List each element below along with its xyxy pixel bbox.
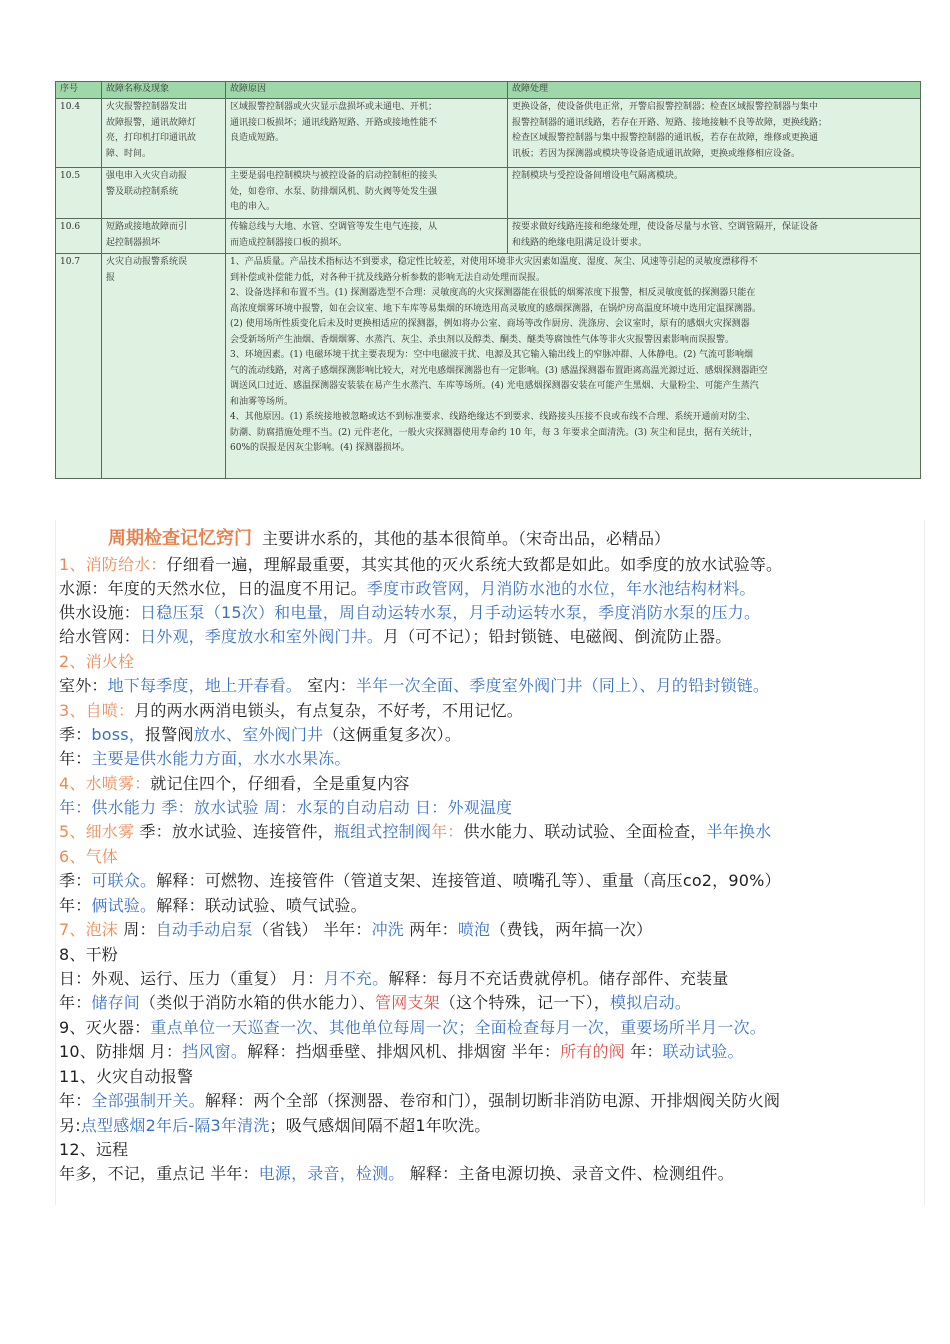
memo-segment: 解释：两个全部（探测器、卷帘和门），强制切断非消防电源、开排烟阀关防火阀 xyxy=(204,1091,781,1110)
memo-segment: 主要是供水能力方面，水水水果冻。 xyxy=(91,749,351,768)
memo-segment: 所有的阀 xyxy=(560,1042,625,1061)
cell-handling-line: 讯板；若因为探测器或模块等设备造成通讯故障，更换或维修相应设备。 xyxy=(512,148,801,159)
memo-segment: 电源，录音，检测。 xyxy=(258,1164,405,1183)
memo-segment: 4、水喷雾： xyxy=(59,774,151,793)
memo-segment: 月（可不记）；铅封锁链、电磁阀、倒流防止器。 xyxy=(383,627,732,646)
memo-segment: 年： xyxy=(59,1091,92,1110)
memo-segment: 周： xyxy=(117,920,156,939)
memo-line xyxy=(59,554,782,576)
memo-segment: 室外： xyxy=(59,676,108,695)
memo-segment: 报警阀 xyxy=(145,725,194,744)
memo-line xyxy=(59,578,756,600)
memo-line xyxy=(59,651,134,673)
cell-name-line: 亮，打印机打印通讯故 xyxy=(106,133,197,143)
memo-segment: 季：放水试验、连接管件， xyxy=(134,822,334,841)
memo-segment: 全部强制开关。 xyxy=(91,1091,205,1110)
memo-segment: 半年换水 xyxy=(706,822,772,841)
cell-name xyxy=(102,219,226,254)
memo-segment: 两年： xyxy=(403,920,458,939)
memo-segment: 9、灭火器： xyxy=(59,1018,151,1037)
memo-line xyxy=(59,944,118,966)
memo-line xyxy=(59,797,512,819)
cell-cause-line: 通讯接口板损坏；通讯线路短路、开路或接地性能不 xyxy=(230,117,438,128)
cell-handling xyxy=(508,99,921,168)
memo-segment: 给水管网： xyxy=(59,627,141,646)
memo-segment: 放水、室外阀门井 xyxy=(193,725,324,744)
memo-segment: （费钱，两年搞一次） xyxy=(490,920,653,939)
memo-segment: 3、自喷： xyxy=(59,701,135,720)
cell-handling-line: 检查区域报警控制器与集中报警控制器的通讯板，若存在故障，维修或更换通 xyxy=(512,133,819,143)
memo-line xyxy=(59,773,410,795)
memo-segment: （类似于消防水箱的供水能力）、 xyxy=(140,993,376,1012)
memo-segment: 12、远程 xyxy=(59,1140,129,1159)
memo-segment: 8、干粉 xyxy=(59,945,118,964)
memo-segment: 点型感烟2年后-隔3年清洗 xyxy=(80,1116,270,1135)
memo-title: 周期检查记忆窍门 xyxy=(108,528,252,549)
memo-line xyxy=(59,1139,128,1161)
cell-cause-handling-line: 到补偿或补偿能力低，对各种干扰及线路分析参数的影响无法自动处理而误报。 xyxy=(230,272,546,283)
memo-line xyxy=(59,626,731,648)
memo-segment: 俩试验。 xyxy=(91,896,157,915)
memo-segment: 季度市政管网，月消防水池的水位，年水池结构材料。 xyxy=(366,579,756,598)
cell-name-line: 障、时间。 xyxy=(106,148,152,159)
cell-cause xyxy=(226,168,508,219)
cell-handling-line: 报警控制器的通讯线路，若存在开路、短路、接地接触不良等故障，更换线路； xyxy=(512,117,828,128)
cell-name xyxy=(102,254,226,479)
memo-line xyxy=(59,1017,766,1039)
cell-id: 10.4 xyxy=(56,99,102,168)
cell-name-line: 强电串入火灾自动报 xyxy=(106,171,188,181)
header-cause: 故障原因 xyxy=(226,82,508,99)
memo-segment: 另: xyxy=(59,1116,81,1135)
cell-cause-handling xyxy=(226,254,921,479)
cell-cause-handling-line: 60%的误报是因灰尘影响。(4) 探测器损坏。 xyxy=(230,443,410,453)
memo-segment: 日：外观、运行、压力（重复） 月： xyxy=(59,969,324,988)
memo-segment: 半年一次全面、季度室外阀门井（同上）、月的铅封锁链。 xyxy=(355,676,770,695)
cell-cause-handling-line: 和油雾等场所。 xyxy=(230,396,294,407)
cell-cause-handling-line: (2) 使用场所性质变化后未及时更换相适应的探测器，例如将办公室、商场等改作厨房、洗涤房、会议室时，原有的感烟火灾探测器 xyxy=(230,319,750,329)
memo-line xyxy=(59,1066,193,1088)
memo-line xyxy=(59,748,351,770)
memo-segment: 年： xyxy=(59,896,92,915)
memo-segment: 日稳压泵（15次）和电量，周自动运转水泵，月手动运转水泵，季度消防水泵的压力。 xyxy=(140,603,761,622)
memo-segment: 日外观，季度放水和室外阀门井。 xyxy=(140,627,384,646)
table-row xyxy=(56,254,921,479)
memo-line xyxy=(59,919,652,941)
memo-segment: 2、消火栓 xyxy=(59,652,135,671)
memo-line xyxy=(59,1090,780,1112)
memo-line xyxy=(59,870,781,892)
cell-cause-handling-line: 4、其他原因。(1) 系统接地被忽略或达不到标准要求、线路绝缘达不到要求、线路接头压接不良或布线不合理、系统开通前对防尘、 xyxy=(230,412,756,422)
memo-segment: 5、细水雾 xyxy=(59,822,135,841)
memo-segment: ；吸气感烟间隔不超1年吹洗。 xyxy=(269,1116,491,1135)
cell-cause-line: 电的串入。 xyxy=(230,202,276,212)
memo-line xyxy=(59,968,729,990)
cell-name-line: 报 xyxy=(106,272,116,283)
memo-segment: 水源：年度的天然水位，日的温度不用记。 xyxy=(59,579,367,598)
header-id: 序号 xyxy=(56,82,102,99)
memo-segment: 冲洗 xyxy=(371,920,404,939)
cell-name-line: 警及联动控制系统 xyxy=(106,186,179,197)
memo-segment: 地下每季度，地上开春看。 xyxy=(107,676,303,695)
memo-segment: 室内： xyxy=(302,676,356,695)
memo-title-line xyxy=(56,528,924,550)
header-name: 故障名称及现象 xyxy=(102,82,226,99)
cell-id: 10.6 xyxy=(56,219,102,254)
memo-segment: （这俩重复多次）。 xyxy=(323,725,462,744)
memo-line xyxy=(59,895,367,917)
memo-segment: 供水能力、联动试验、全面检查， xyxy=(463,822,707,841)
memo-segment: 供水设施： xyxy=(59,603,141,622)
memo-segment: 年： xyxy=(431,822,464,841)
memo-segment: 重点单位一天巡查一次、其他单位每周一次；全面检查每月一次，重要场所半月一次。 xyxy=(150,1018,766,1037)
memo-segment: （这个特殊，记一下）， xyxy=(439,993,611,1012)
memo-segment: 年： xyxy=(59,749,92,768)
memo-segment: 挡风窗。 xyxy=(182,1042,248,1061)
cell-handling-line: 控制模块与受控设备间增设电气隔离模块。 xyxy=(512,171,684,181)
table-header-row xyxy=(56,82,921,99)
header-handling: 故障处理 xyxy=(508,82,921,99)
memo-segment: 仔细看一遍，理解最重要，其实其他的灭火系统大致都是如此。如季度的放水试验等。 xyxy=(166,555,783,574)
cell-cause-line: 主要是弱电控制模块与被控设备的启动控制柜的接头 xyxy=(230,171,438,181)
cell-cause-handling-line: 会受新场所产生油烟、香烟烟雾、水蒸汽、灰尘、杀虫剂以及醇类、酮类、醚类等腐蚀性气体等非火灾报警因素影响而误报警。 xyxy=(230,334,735,345)
cell-cause-handling-line: 1、产品质量。产品技术指标达不到要求，稳定性比较差，对使用环境非火灾因素如温度、湿度、灰尘、风速等引起的灵敏度漂移得不 xyxy=(230,257,758,267)
memo-segment: 6、气体 xyxy=(59,847,118,866)
table-row xyxy=(56,168,921,219)
memo-line xyxy=(59,846,118,868)
cell-cause xyxy=(226,99,508,168)
memo-segment: 7、泡沫 xyxy=(59,920,118,939)
memo-line xyxy=(59,821,771,843)
cell-name-line: 短路或接地故障而引 xyxy=(106,222,188,232)
memo-line xyxy=(59,724,461,746)
cell-handling xyxy=(508,219,921,254)
memo-segment: 月不充。 xyxy=(323,969,389,988)
cell-cause-line: 处，如卷帘、水泵、防排烟风机、防火阀等处发生强 xyxy=(230,186,438,197)
table-row xyxy=(56,219,921,254)
cell-handling-line: 和线路的绝缘电阻满足设计要求。 xyxy=(512,237,648,248)
cell-cause-line: 良造成短路。 xyxy=(230,133,285,143)
memo-segment: 解释：每月不充话费就停机。储存部件、充装量 xyxy=(388,969,729,988)
memo-segment: 储存间 xyxy=(91,993,141,1012)
memo-section xyxy=(55,520,925,1205)
memo-segment: 年： xyxy=(624,1042,663,1061)
memo-segment: 可联众。 xyxy=(91,871,157,890)
memo-segment: （省钱） 半年： xyxy=(252,920,372,939)
cell-cause-line: 传输总线与大地、水管、空调管等发生电气连接，从 xyxy=(230,222,438,232)
table-row xyxy=(56,99,921,168)
memo-segment: 年：供水能力 季：放水试验 周：水泵的自动启动 日：外观温度 xyxy=(59,798,513,817)
memo-subtitle: 主要讲水系的，其他的基本很简单。（宋奇出品，必精品） xyxy=(262,529,671,548)
cell-cause-line: 而造成控制器接口板的损坏。 xyxy=(230,237,348,248)
cell-cause-line: 区域报警控制器或火灾显示盘损坏或未通电、开机； xyxy=(230,102,438,112)
memo-segment: 解释：挡烟垂壁、排烟风机、排烟窗 半年： xyxy=(247,1042,561,1061)
cell-name-line: 故障报警，通讯故障灯 xyxy=(106,117,197,128)
memo-segment: 管网支架 xyxy=(375,993,440,1012)
memo-segment: 10、防排烟 月： xyxy=(59,1042,183,1061)
cell-cause-handling-line: 3、环境因素。(1) 电磁环境干扰主要表现为：空中电磁波干扰、电源及其它输入输出线上的窄脉冲群、人体静电。(2) 气流可影响烟 xyxy=(230,350,753,360)
cell-name-line: 起控制器损坏 xyxy=(106,237,161,248)
memo-segment: 联动试验。 xyxy=(662,1042,744,1061)
memo-line xyxy=(59,1041,744,1063)
memo-segment: 季： xyxy=(59,725,92,744)
memo-segment: 11、火灾自动报警 xyxy=(59,1067,194,1086)
memo-line xyxy=(59,1115,491,1137)
memo-segment: 解释：可燃物、连接管件（管道支架、连接管道、喷嘴孔等）、重量（高压co2，90%） xyxy=(156,871,781,890)
cell-name xyxy=(102,99,226,168)
cell-cause-handling-line: 气的流动线路，对离子感烟探测影响比较大，对光电感烟探测器也有一定影响。(3) 感温探测器布置距离高温光源过近、感烟探测器距空 xyxy=(230,365,768,376)
memo-line xyxy=(59,992,691,1014)
cell-cause xyxy=(226,219,508,254)
cell-cause-handling-line: 防潮、防腐措施处理不当。(2) 元件老化，一般火灾探测器使用寿命约 10 年，每 3 年要求全面清洗。(3) 灰尘和昆虫，据有关统计， xyxy=(230,427,758,438)
memo-line xyxy=(59,700,523,722)
cell-name-line: 火灾报警控制器发出 xyxy=(106,102,188,112)
cell-cause-handling-line: 高浓度烟雾环境中报警，如在会议室、地下车库等易集烟的环境选用高灵敏度的感烟探测器，在锅炉房高温度环境中选用定温探测器。 xyxy=(230,303,762,314)
cell-cause-handling-line: 2、设备选择和布置不当。(1) 探测器选型不合理：灵敏度高的火灾探测器能在很低的烟雾浓度下报警，相反灵敏度低的探测器只能在 xyxy=(230,288,756,298)
memo-segment: 年多，不记，重点记 半年： xyxy=(59,1164,259,1183)
memo-segment: 解释：主备电源切换、录音文件、检测组件。 xyxy=(404,1164,734,1183)
cell-name-line: 火灾自动报警系统误 xyxy=(106,257,188,267)
cell-cause-handling-line: 调送风口过近、感温探测器安装装在易产生水蒸汽、车库等场所。(4) 光电感烟探测器安装在可能产生黑烟、大量粉尘、可能产生蒸汽 xyxy=(230,381,759,391)
memo-segment: 季： xyxy=(59,871,92,890)
memo-line xyxy=(59,1163,734,1185)
memo-segment: 解释：联动试验、喷气试验。 xyxy=(156,896,367,915)
cell-id: 10.7 xyxy=(56,254,102,479)
memo-segment: 喷泡 xyxy=(457,920,491,939)
cell-handling xyxy=(508,168,921,219)
memo-segment: 自动手动启泵 xyxy=(155,920,253,939)
memo-segment: 月的两水两消电锁头，有点复杂，不好考，不用记忆。 xyxy=(134,701,523,720)
memo-segment: 瓶组式控制阀 xyxy=(333,822,432,841)
memo-segment: 1、消防给水： xyxy=(59,555,167,574)
fault-table xyxy=(55,81,921,479)
cell-name xyxy=(102,168,226,219)
memo-segment: 模拟启动。 xyxy=(610,993,692,1012)
cell-id: 10.5 xyxy=(56,168,102,219)
memo-line xyxy=(59,602,760,624)
cell-handling-line: 按要求做好线路连接和绝缘处理，使设备尽量与水管、空调管隔开，保证设备 xyxy=(512,222,819,232)
memo-segment: boss， xyxy=(91,725,146,744)
memo-segment: 年： xyxy=(59,993,92,1012)
memo-line xyxy=(59,675,769,697)
memo-segment: 就记住四个，仔细看，全是重复内容 xyxy=(150,774,410,793)
cell-handling-line: 更换设备，使设备供电正常，开警启报警控制器；检查区域报警控制器与集中 xyxy=(512,102,819,112)
